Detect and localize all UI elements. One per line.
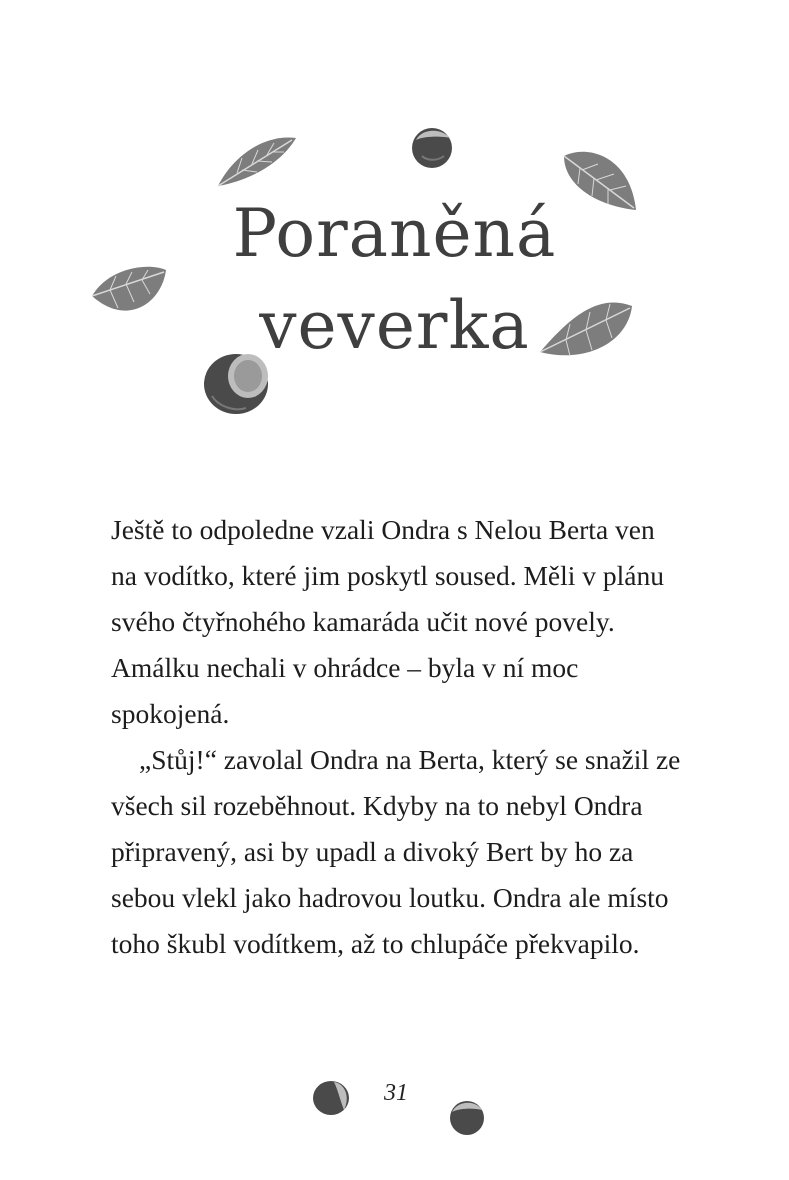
hazelnut-footer-right-icon xyxy=(446,1096,488,1138)
page-number: 31 xyxy=(384,1080,408,1106)
paragraph-1: Ještě to odpoledne vzali Ondra s Nelou Berta ven na vodítko, které jim poskytl soused. Měli v plánu svého čtyřnohého kamaráda učit nové povely. Amálku nechali v ohrádce – byla v ní moc spokojená. xyxy=(111,514,664,729)
hazelnut-footer-left-icon xyxy=(310,1078,352,1118)
hazelnut-top-icon xyxy=(406,120,458,172)
chapter-title-line-2: veverka xyxy=(259,287,530,364)
paragraph-2: „Stůj!“ zavolal Ondra na Berta, který se snažil ze všech sil rozeběhnout. Kdyby na to nebyl Ondra připravený, asi by upadl a divoký Bert by ho za sebou vlekl jako hadrovou loutku. Ondra ale místo toho škubl vodítkem, až to chlupáče překvapilo. xyxy=(111,744,681,959)
leaf-top-left-icon xyxy=(212,128,302,192)
chapter-title xyxy=(0,188,789,372)
chapter-title-line-1: Poraněná xyxy=(232,195,557,272)
chapter-body xyxy=(111,507,683,967)
